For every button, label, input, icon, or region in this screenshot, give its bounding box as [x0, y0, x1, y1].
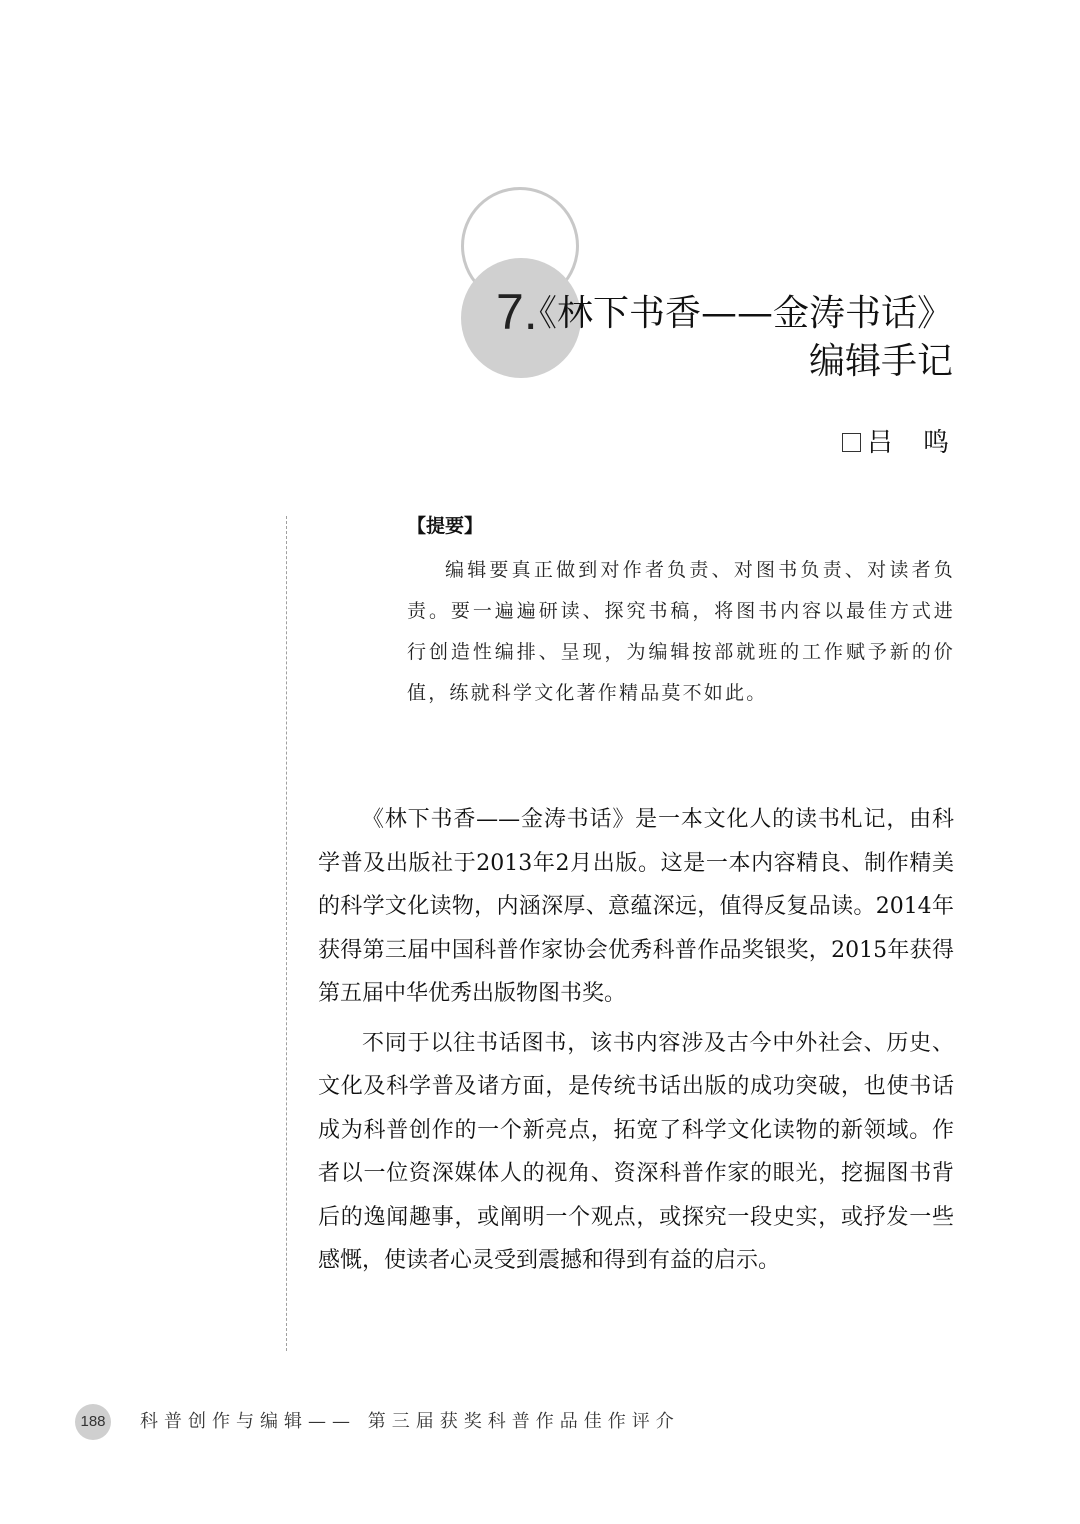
author-name: 吕 鸣 [866, 428, 951, 458]
body-paragraph: 《林下书香——金涛书话》是一本文化人的读书札记，由科学普及出版社于2013年2月出版。这是一本内容精良、制作精美的科学文化读物，内涵深厚、意蕴深远，值得反复品读。2014年获得第三届中国科普作家协会优秀科普作品奖银奖，2015年获得第五届中华优秀出版物图书奖。 [318, 807, 954, 1006]
chapter-title [521, 290, 953, 386]
margin-dashed-divider [286, 516, 287, 1351]
body-paragraph: 不同于以往书话图书，该书内容涉及古今中外社会、历史、文化及科学普及诸方面，是传统书话出版的成功突破，也使书话成为科普创作的一个新亮点，拓宽了科学文化读物的新领域。作者以一位资深媒体人的视角、资深科普作家的眼光，挖掘图书背后的逸闻趣事，或阐明一个观点，或探究一段史实，或抒发一些感慨，使读者心灵受到震撼和得到有益的启示。 [318, 1030, 954, 1273]
chapter-title-line-2: 编辑手记 [808, 341, 953, 382]
chapter-number: 7. [496, 284, 538, 340]
chapter-title-line-1: 《林下书香——金涛书话》 [520, 293, 953, 334]
abstract-text: 编辑要真正做到对作者负责、对图书负责、对读者负责。要一遍遍研读、探究书稿，将图书内容以最佳方式进行创造性编排、呈现，为编辑按部就班的工作赋予新的价值，练就科学文化著作精品莫不如此。 [407, 559, 955, 704]
abstract-label: 【提要】 [407, 515, 484, 537]
body-text [318, 798, 954, 1289]
running-footer: 科普创作与编辑—— 第三届获奖科普作品佳作评介 [140, 1411, 680, 1432]
square-icon [842, 433, 861, 452]
author-line [842, 425, 951, 461]
page-number: 188 [80, 1413, 106, 1430]
